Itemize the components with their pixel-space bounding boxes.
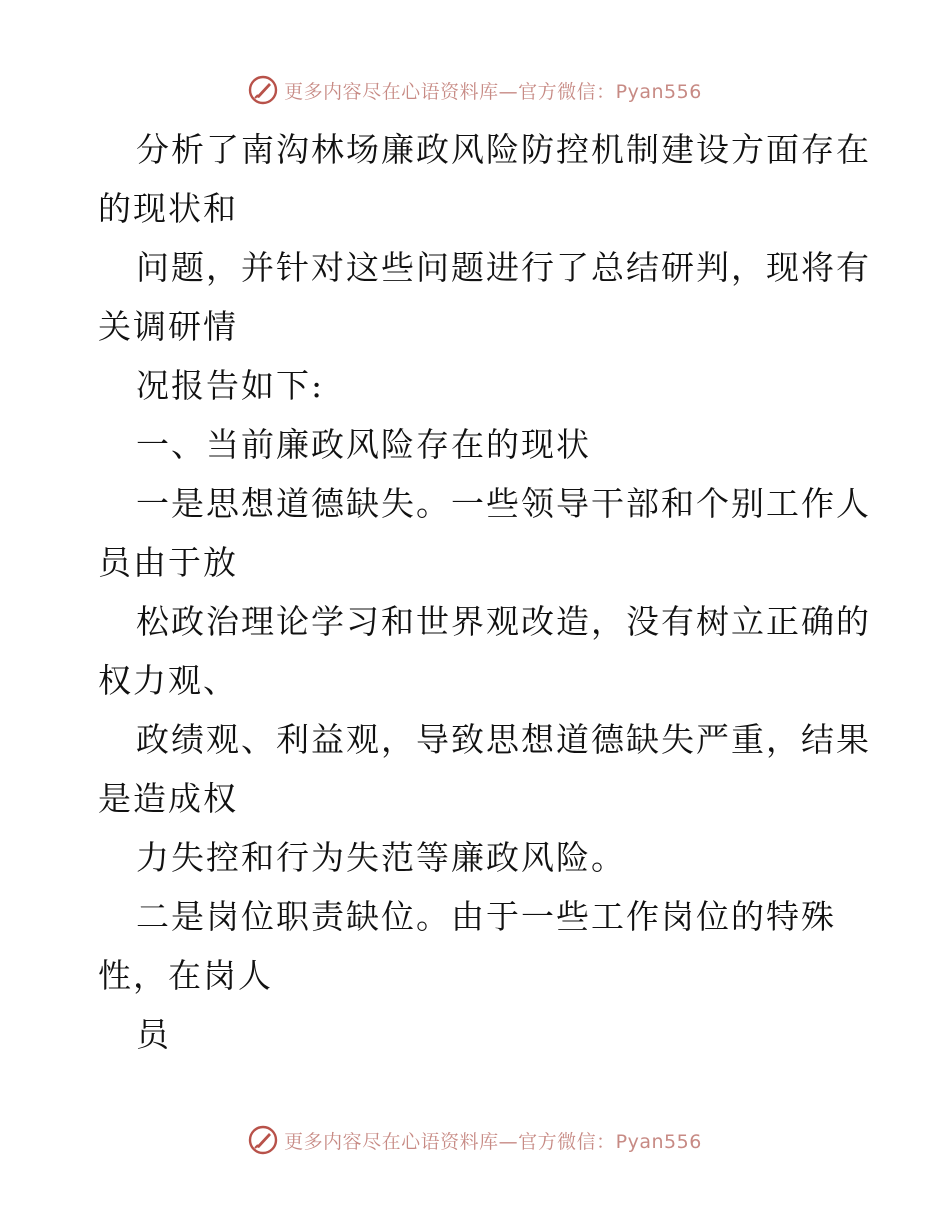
paragraph-line: 二是岗位职责缺位。由于一些工作岗位的特殊 bbox=[136, 897, 836, 936]
footer-banner-text bbox=[284, 1127, 702, 1154]
paragraph-line: 分析了南沟林场廉政风险防控机制建设方面存在 bbox=[136, 130, 871, 169]
paragraph-line: 松政治理论学习和世界观改造，没有树立正确的 bbox=[136, 602, 871, 641]
footer-banner bbox=[0, 1122, 950, 1158]
paragraph-line: 一、当前廉政风险存在的现状 bbox=[136, 425, 591, 464]
header-banner-label: 更多内容尽在心语资料库—官方微信： bbox=[284, 80, 616, 103]
header-banner-text bbox=[284, 77, 702, 104]
paragraph-line: 力失控和行为失范等廉政风险。 bbox=[136, 838, 626, 877]
paragraph-line: 权力观、 bbox=[98, 661, 238, 700]
paragraph-line: 况报告如下: bbox=[136, 366, 325, 405]
paragraph-line: 一是思想道德缺失。一些领导干部和个别工作人 bbox=[136, 484, 871, 523]
header-banner bbox=[0, 72, 950, 108]
paragraph-line: 员由于放 bbox=[98, 543, 238, 582]
paragraph-line: 关调研情 bbox=[98, 307, 238, 346]
paragraph-line: 的现状和 bbox=[98, 189, 238, 228]
paragraph-line: 政绩观、利益观，导致思想道德缺失严重，结果 bbox=[136, 720, 871, 759]
body-text bbox=[98, 120, 871, 1064]
feather-pen-logo-icon bbox=[248, 1125, 278, 1155]
paragraph-line: 员 bbox=[136, 1015, 171, 1054]
header-banner-id: Pyan556 bbox=[615, 80, 702, 103]
paragraph-line: 是造成权 bbox=[98, 779, 238, 818]
feather-pen-logo-icon bbox=[248, 75, 278, 105]
footer-banner-label: 更多内容尽在心语资料库—官方微信： bbox=[284, 1130, 616, 1153]
paragraph-line: 性，在岗人 bbox=[98, 956, 273, 995]
paragraph-line: 问题，并针对这些问题进行了总结研判，现将有 bbox=[136, 248, 871, 287]
footer-banner-id: Pyan556 bbox=[615, 1130, 702, 1153]
